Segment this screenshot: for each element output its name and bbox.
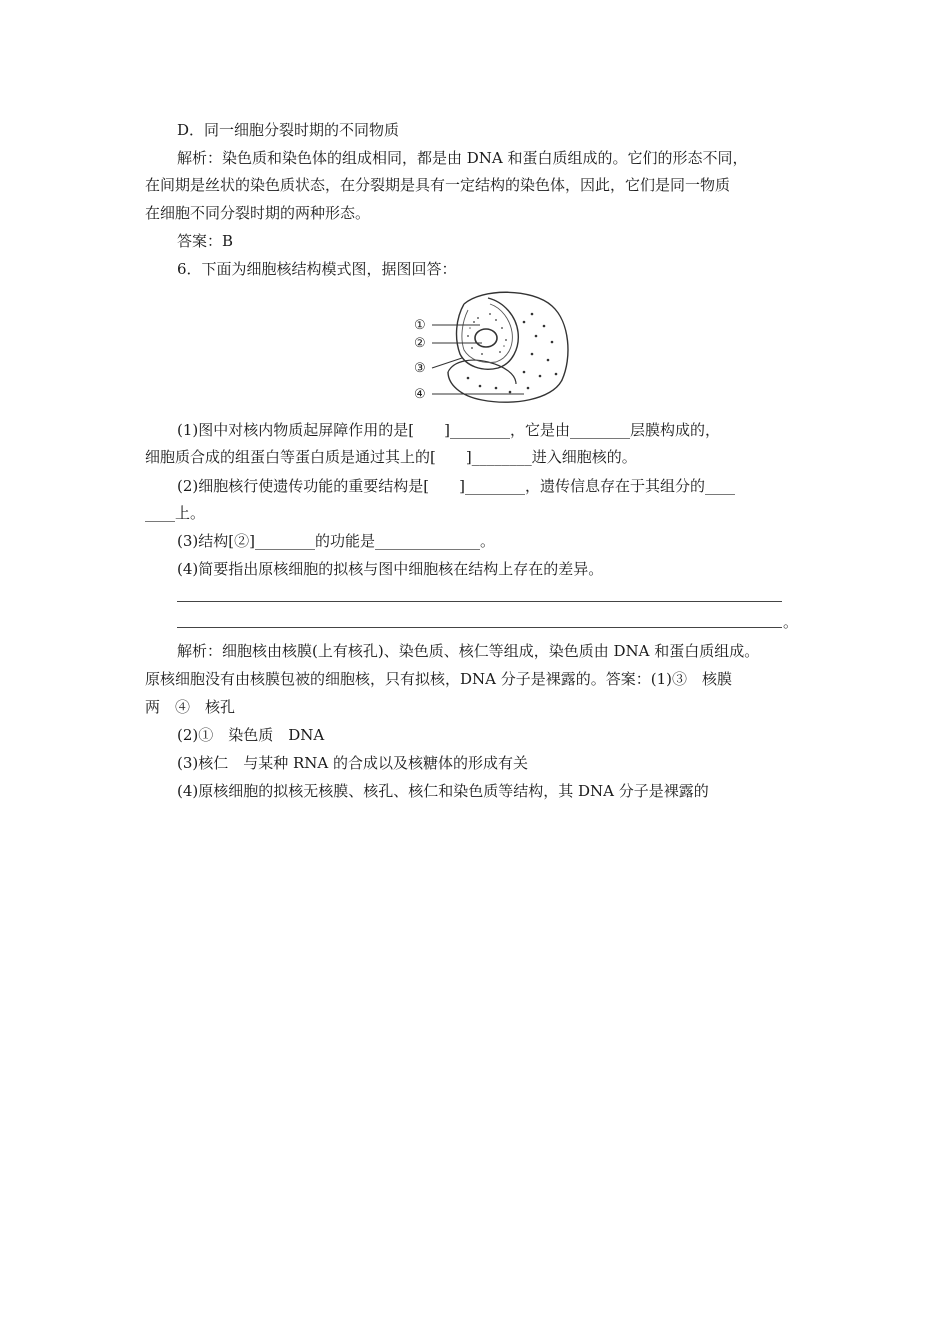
question-3: (3)结构[②]________的功能是______________。 (177, 532, 495, 550)
question-2-line-2: ____上。 (145, 504, 206, 522)
label-1: ① (414, 318, 426, 333)
analysis-2-line-1: 解析：细胞核由核膜(上有核孔)、染色质、核仁等组成，染色质由 DNA 和蛋白质组成。 (177, 642, 760, 660)
answer-blank-line-1 (177, 601, 782, 602)
label-4: ④ (414, 387, 426, 402)
nucleus-outline (448, 292, 568, 402)
answer-blank-line-2 (177, 627, 782, 628)
question-4: (4)简要指出原核细胞的拟核与图中细胞核在结构上存在的差异。 (177, 560, 604, 578)
question-1-line-2: 细胞质合成的组蛋白等蛋白质是通过其上的[ ]________进入细胞核的。 (145, 448, 637, 466)
analysis-line-2: 在间期是丝状的染色质状态，在分裂期是具有一定结构的染色体，因此，它们是同一物质 (145, 176, 731, 194)
nuclear-pores (467, 313, 558, 394)
answer-2: (2)① 染色质 DNA (177, 726, 325, 744)
cell-nucleus-diagram (412, 288, 572, 406)
answer-4: (4)原核细胞的拟核无核膜、核孔、核仁和染色质等结构，其 DNA 分子是裸露的 (177, 782, 709, 800)
question-1-line-1: (1)图中对核内物质起屏障作用的是[ ]________，它是由________层膜构成的， (177, 421, 720, 439)
question-6-title: 6．下面为细胞核结构模式图，据图回答： (177, 260, 457, 278)
answer-blank-period: 。 (783, 613, 799, 631)
analysis-2-line-2: 原核细胞没有由核膜包被的细胞核，只有拟核，DNA 分子是裸露的。答案：(1)③ 核膜 (145, 670, 733, 688)
answer-b: 答案：B (177, 232, 234, 250)
label-2: ② (414, 336, 426, 351)
answer-3: (3)核仁 与某种 RNA 的合成以及核糖体的形成有关 (177, 754, 529, 772)
nucleolus (475, 329, 497, 347)
option-d: D．同一细胞分裂时期的不同物质 (177, 121, 400, 139)
analysis-line-1: 解析：染色质和染色体的组成相同，都是由 DNA 和蛋白质组成的。它们的形态不同， (177, 149, 748, 167)
label-3: ③ (414, 361, 426, 376)
analysis-line-3: 在细胞不同分裂时期的两种形态。 (145, 204, 371, 222)
question-2-line-1: (2)细胞核行使遗传功能的重要结构是[ ]________，遗传信息存在于其组分的____ (177, 477, 735, 495)
analysis-2-line-3: 两 ④ 核孔 (145, 698, 236, 716)
